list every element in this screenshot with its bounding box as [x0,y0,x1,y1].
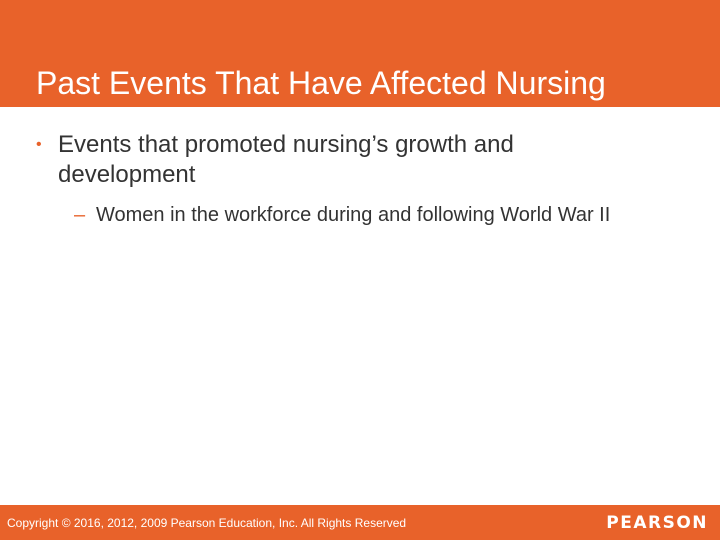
sub-bullet-text: Women in the workforce during and following World War II [96,204,611,226]
copyright-text: Copyright © 2016, 2012, 2009 Pearson Education, Inc. All Rights Reserved [7,516,407,530]
sub-bullet-marker: – [74,204,86,226]
slide-title: Past Events That Have Affected Nursing [36,65,606,101]
pearson-logo: PEARSON [606,513,708,533]
bullet-text: Events that promoted nursing’s growth and development [58,131,514,188]
bullet-item [36,130,656,190]
sub-bullet-item [74,202,674,228]
bullet-marker: • [36,136,42,153]
footer-bar [0,505,720,540]
